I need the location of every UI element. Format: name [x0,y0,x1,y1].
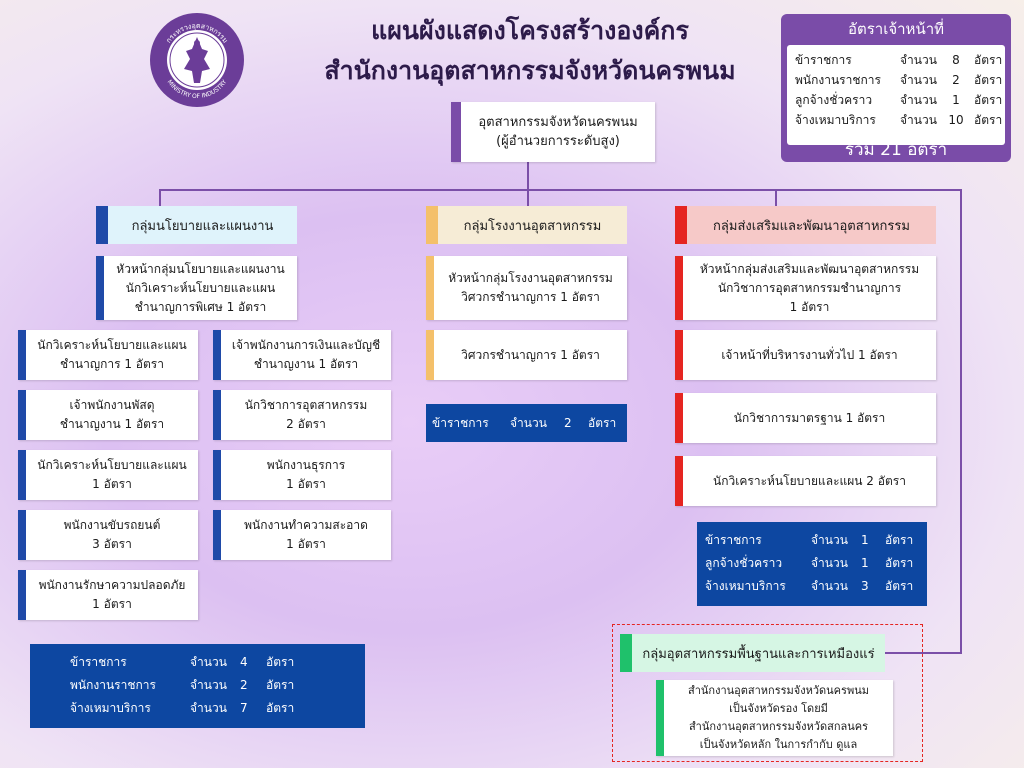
position-count: 1 อัตรา [286,477,326,491]
group4-note-box [656,680,893,756]
group3-head-line: 1 อัตรา [789,299,830,314]
logo-top-text: กระทรวงอุตสาหกรรม [164,21,230,45]
group1-head-line: นักวิเคราะห์นโยบายและแผน [125,280,276,295]
position-count: ชำนาญการ 1 อัตรา [60,357,164,371]
position-title: เจ้าพนักงานพัสดุ [69,398,155,412]
group1-head-box [96,256,297,320]
group1-position-box [18,330,198,380]
summary-row [697,553,927,573]
group2-summary [426,404,627,442]
director-box [451,102,655,162]
staff-row-count: 8 [952,53,960,67]
position-title: พนักงานขับรถยนต์ [63,518,161,532]
position-title: นักวิเคราะห์นโยบายและแผน [37,458,187,472]
group1-position-box [213,510,391,560]
summary-unit-word: จำนวน [190,701,227,715]
staff-row-unit-word: จำนวน [900,93,937,107]
summary-unit-word: จำนวน [510,416,547,430]
position-count: 1 อัตรา [92,477,132,491]
ministry-logo [150,13,244,107]
summary-count: 1 [861,533,869,547]
group1-position-box [213,390,391,440]
group3-summary [697,522,927,606]
summary-count: 2 [240,678,248,692]
position-title: นักวิชาการมาตรฐาน 1 อัตรา [733,410,886,425]
group4-note-line: เป็นจังหวัดหลัก ในการกำกับ ดูแล [699,738,858,751]
position-count: 1 อัตรา [92,597,132,611]
staff-row-label: พนักงานราชการ [795,73,881,87]
summary-label: พนักงานราชการ [70,678,156,692]
group1-head-line: ชำนาญการพิเศษ 1 อัตรา [134,299,267,314]
summary-label: ข้าราชการ [432,416,489,430]
summary-unit: อัตรา [588,416,617,430]
page-title-line1: แผนผังแสดงโครงสร้างองค์กร [371,16,689,45]
staff-row-unit-word: จำนวน [900,53,937,67]
staff-row-unit: อัตรา [974,53,1003,67]
position-title: เจ้าพนักงานการเงินและบัญชี [231,338,381,352]
summary-label: จ้างเหมาบริการ [705,579,786,593]
staff-row-unit: อัตรา [974,113,1003,127]
position-count: 3 อัตรา [92,537,132,551]
group1-position-box [213,450,391,500]
group3-head-line: นักวิชาการอุตสาหกรรมชำนาญการ [717,280,902,295]
summary-row [30,675,365,695]
group1-position-box [18,390,198,440]
summary-row [30,698,365,718]
group1-summary [30,644,365,728]
summary-count: 2 [564,416,572,430]
group3-header-label: กลุ่มส่งเสริมและพัฒนาอุตสาหกรรม [713,218,910,234]
summary-row [697,530,927,550]
staff-row-label: ข้าราชการ [795,53,852,67]
group1-position-box [18,450,198,500]
position-count: 1 อัตรา [286,537,326,551]
staff-row [787,90,1005,110]
summary-unit-word: จำนวน [811,533,848,547]
staff-row-label: ลูกจ้างชั่วคราว [795,93,873,107]
group1-position-box [18,510,198,560]
position-title: พนักงานทำความสะอาด [244,518,368,532]
summary-unit: อัตรา [266,701,295,715]
summary-unit-word: จำนวน [811,579,848,593]
group2-head-line: หัวหน้ากลุ่มโรงงานอุตสาหกรรม [448,271,613,285]
position-title: พนักงานธุรการ [266,458,346,472]
summary-count: 7 [240,701,248,715]
staff-row-label: จ้างเหมาบริการ [795,113,876,127]
staff-summary-panel [781,14,1011,162]
group2-header-label: กลุ่มโรงงานอุตสาหกรรม [463,218,602,234]
group4-note-line: สำนักงานอุตสาหกรรมจังหวัดสกลนคร [688,720,869,733]
staff-row-unit-word: จำนวน [900,113,937,127]
staff-row-unit: อัตรา [974,73,1003,87]
position-title: พนักงานรักษาความปลอดภัย [38,578,186,592]
staff-row-unit-word: จำนวน [900,73,937,87]
position-count: ชำนาญงาน 1 อัตรา [59,417,165,431]
group3-position-box [675,456,936,506]
summary-count: 4 [240,655,248,669]
summary-row [30,652,365,672]
summary-unit-word: จำนวน [190,655,227,669]
position-title: วิศวกรชำนาญการ 1 อัตรา [461,347,600,362]
position-title: นักวิชาการอุตสาหกรรม [244,398,368,412]
connector-right-vertical [960,189,962,653]
group3-head-box [675,256,936,320]
group2-header [426,206,627,244]
staff-row-count: 2 [952,73,960,87]
summary-count: 3 [861,579,869,593]
group3-position-box [675,393,936,443]
summary-row [426,413,627,433]
connector-horizontal [159,189,962,191]
group2-position-box [426,330,627,380]
group2-head-line: วิศวกรชำนาญการ 1 อัตรา [461,290,600,304]
summary-unit: อัตรา [885,579,914,593]
staff-row [787,50,1005,70]
group1-position-box [18,570,198,620]
position-title: นักวิเคราะห์นโยบายและแผน [37,338,187,352]
group3-position-box [675,330,936,380]
summary-unit: อัตรา [885,556,914,570]
summary-unit-word: จำนวน [190,678,227,692]
logo-bottom-text: MINISTRY OF INDUSTRY [165,78,229,101]
group2-head-box [426,256,627,320]
summary-label: ข้าราชการ [705,533,762,547]
group1-header [96,206,297,244]
summary-unit: อัตรา [266,655,295,669]
group3-header [675,206,936,244]
position-title: เจ้าหน้าที่บริหารงานทั่วไป 1 อัตรา [721,347,898,362]
summary-row [697,576,927,596]
group4-header-label: กลุ่มอุตสาหกรรมพื้นฐานและการเหมืองแร่ [642,646,875,662]
position-count: 2 อัตรา [286,417,326,431]
staff-row [787,110,1005,130]
summary-unit: อัตรา [885,533,914,547]
group1-position-box [213,330,391,380]
connector-group3 [775,189,777,207]
staff-row [787,70,1005,90]
summary-unit: อัตรา [266,678,295,692]
summary-label: ลูกจ้างชั่วคราว [705,556,783,570]
staff-summary-header: อัตราเจ้าหน้าที่ [847,20,945,38]
summary-label: จ้างเหมาบริการ [70,701,151,715]
summary-label: ข้าราชการ [70,655,127,669]
connector-group1 [159,189,161,207]
director-level: (ผู้อำนวยการระดับสูง) [496,134,620,149]
group4-note-line: เป็นจังหวัดรอง โดยมี [729,702,828,715]
staff-row-count: 1 [952,93,960,107]
summary-count: 1 [861,556,869,570]
director-title: อุตสาหกรรมจังหวัดนครพนม [478,115,638,130]
group4-header [620,634,885,672]
group1-header-label: กลุ่มนโยบายและแผนงาน [131,218,274,234]
staff-row-unit: อัตรา [974,93,1003,107]
connector-group2 [527,189,529,207]
summary-unit-word: จำนวน [811,556,848,570]
position-title: นักวิเคราะห์นโยบายและแผน 2 อัตรา [713,473,906,488]
group1-head-line: หัวหน้ากลุ่มนโยบายและแผนงาน [116,261,285,276]
staff-row-count: 10 [948,113,964,127]
page-title-line2: สำนักงานอุตสาหกรรมจังหวัดนครพนม [324,56,736,85]
group3-head-line: หัวหน้ากลุ่มส่งเสริมและพัฒนาอุตสาหกรรม [699,261,920,276]
group4-note-line: สำนักงานอุตสาหกรรมจังหวัดนครพนม [688,684,869,697]
connector-top-vertical [527,162,529,190]
staff-summary-table [787,45,1005,145]
staff-summary-total: รวม 21 อัตรา [844,140,948,160]
position-count: ชำนาญงาน 1 อัตรา [253,357,359,371]
